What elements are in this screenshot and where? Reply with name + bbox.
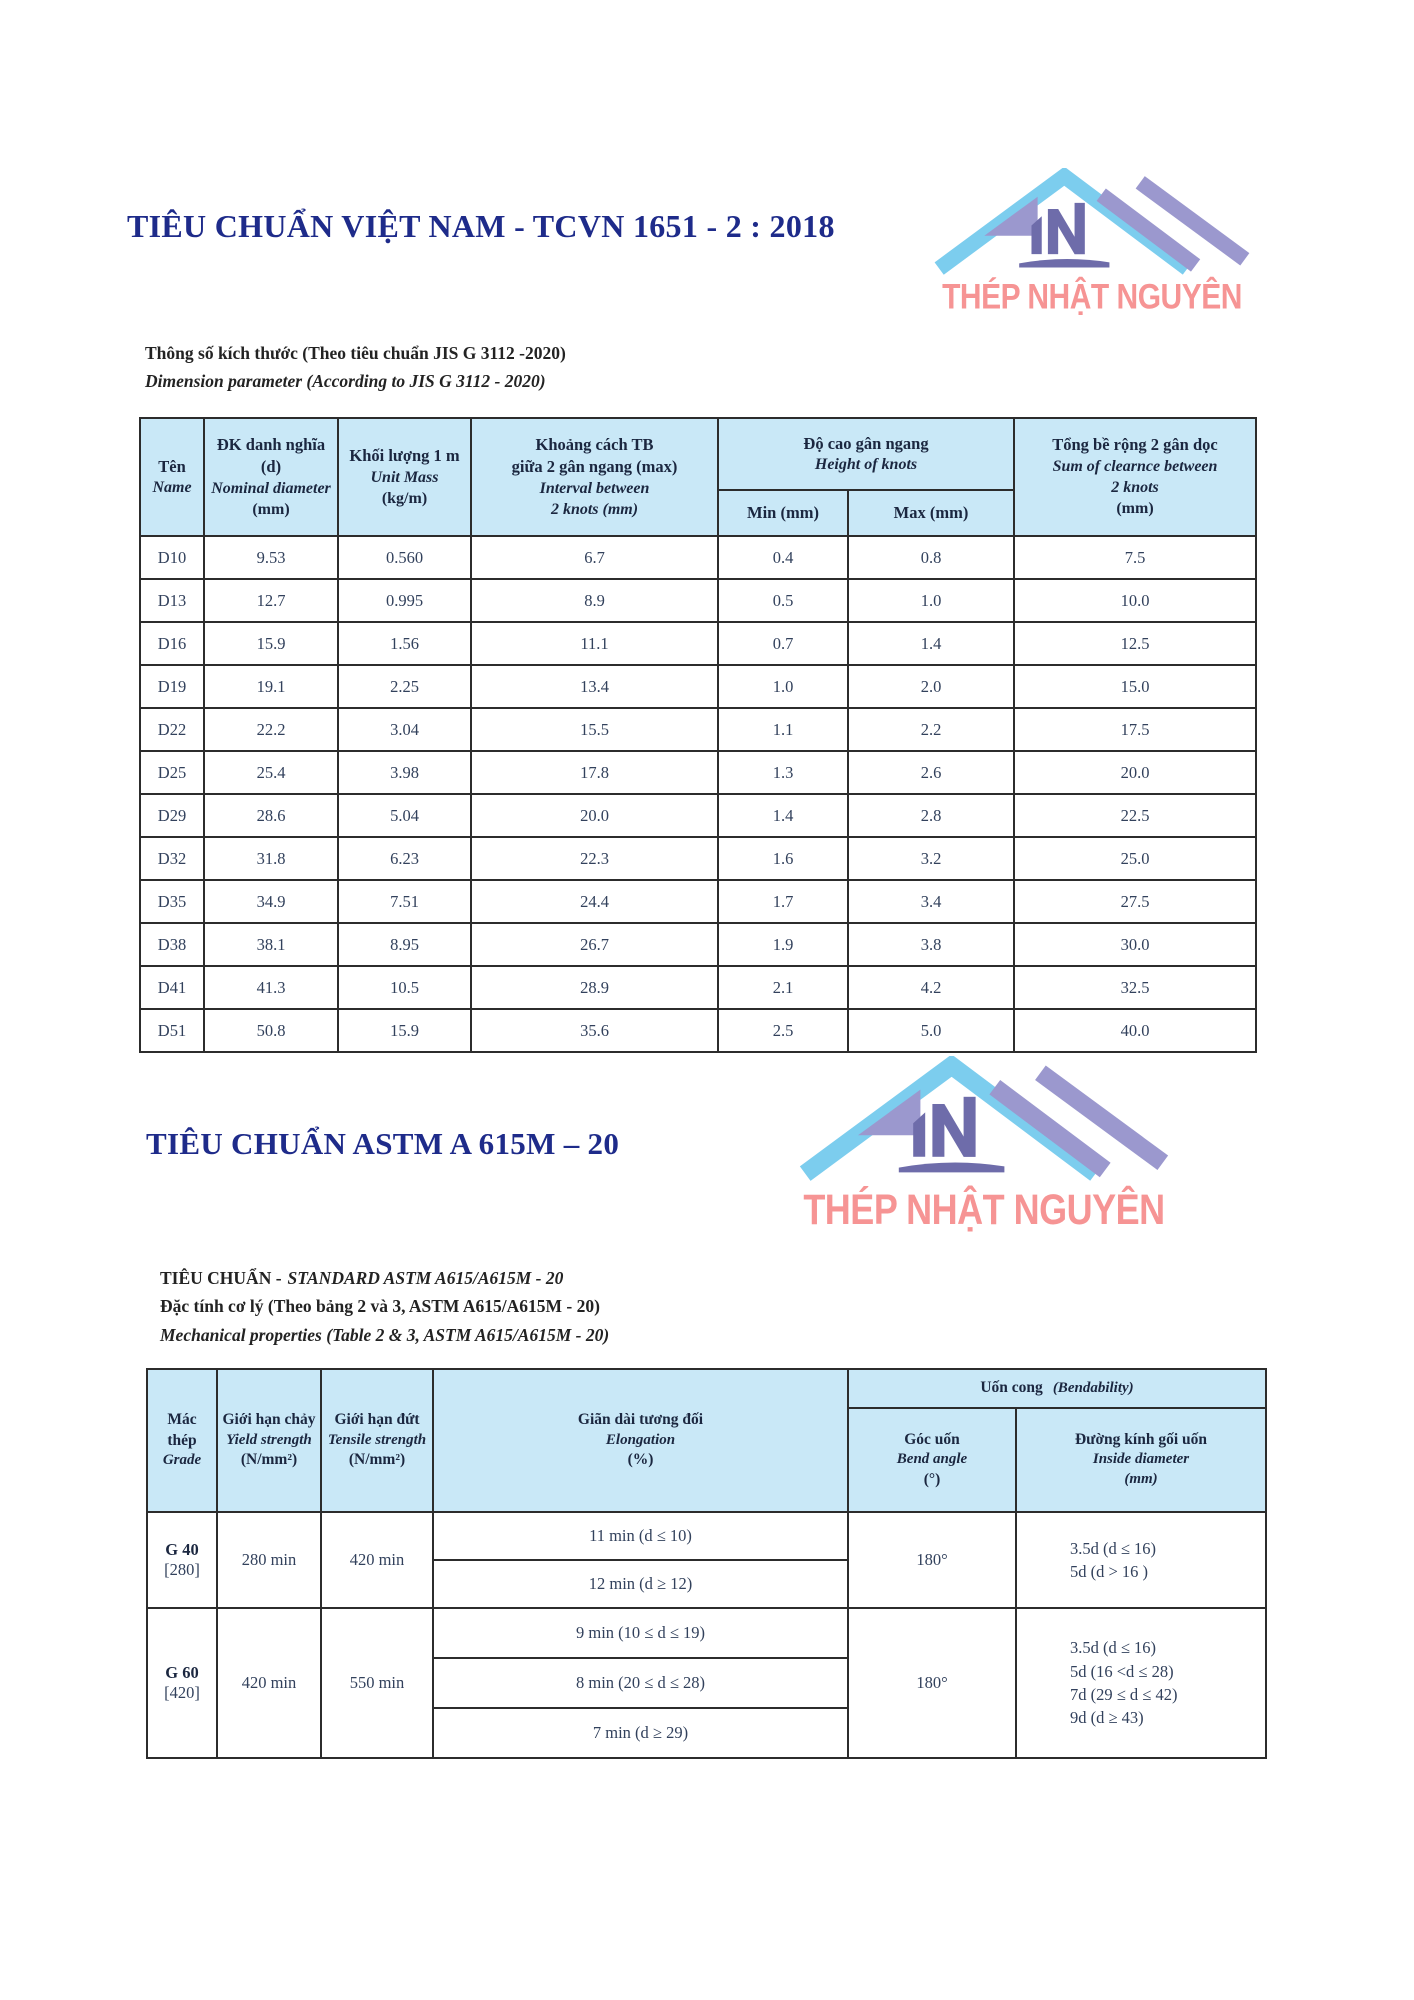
table1-cell: 7.5: [1014, 536, 1256, 579]
bar-name-cell: D41: [140, 966, 204, 1009]
table1-cell: 1.9: [718, 923, 848, 966]
table1-cell: 0.4: [718, 536, 848, 579]
table1-cell: 6.23: [338, 837, 471, 880]
table1-cell: 28.9: [471, 966, 718, 1009]
col-grade-header: Mác thép Grade: [147, 1369, 217, 1512]
g40-tensile-cell: 420 min: [321, 1512, 433, 1608]
table1-cell: 25.4: [204, 751, 338, 794]
bar-name-cell: D22: [140, 708, 204, 751]
bar-name-cell: D19: [140, 665, 204, 708]
table1-cell: 15.9: [204, 622, 338, 665]
table1-cell: 3.2: [848, 837, 1014, 880]
table1-cell: 15.5: [471, 708, 718, 751]
bar-name-cell: D35: [140, 880, 204, 923]
table1-cell: 0.7: [718, 622, 848, 665]
table1-row: [140, 536, 1256, 579]
table1-cell: 17.8: [471, 751, 718, 794]
col-name-header: Tên Name: [140, 418, 204, 536]
table1-cell: 19.1: [204, 665, 338, 708]
table1-cell: 17.5: [1014, 708, 1256, 751]
g40-bend-angle-cell: 180°: [848, 1512, 1016, 1608]
table1-cell: 22.3: [471, 837, 718, 880]
table1-cell: 5.04: [338, 794, 471, 837]
g60-grade-cell: G 60 [420]: [147, 1608, 217, 1758]
table1-cell: 28.6: [204, 794, 338, 837]
table1-cell: 25.0: [1014, 837, 1256, 880]
table1-cell: 1.4: [848, 622, 1014, 665]
col-yield-header: Giới hạn chảy Yield strength (N/mm²): [217, 1369, 321, 1512]
g40-grade-cell: G 40 [280]: [147, 1512, 217, 1608]
table1-row: [140, 794, 1256, 837]
g40-yield-cell: 280 min: [217, 1512, 321, 1608]
table1-cell: 24.4: [471, 880, 718, 923]
table1-row: [140, 665, 1256, 708]
table2-caption-vi: Đặc tính cơ lý (Theo bảng 2 và 3, ASTM A615/A615M - 20): [160, 1296, 600, 1317]
table1-caption: [145, 339, 566, 396]
bar-name-cell: D16: [140, 622, 204, 665]
col-sum-clearance-header: Tổng bề rộng 2 gân dọc Sum of clearnce between 2 knots (mm): [1014, 418, 1256, 536]
table2-caption: [160, 1264, 609, 1349]
table1-row: [140, 923, 1256, 966]
mechanical-properties-table: [146, 1368, 1267, 1759]
table1-cell: 2.2: [848, 708, 1014, 751]
table1-cell: 1.6: [718, 837, 848, 880]
table1-cell: 1.56: [338, 622, 471, 665]
bar-name-cell: D10: [140, 536, 204, 579]
table1-row: [140, 1009, 1256, 1052]
brand-roof-icon: [798, 1056, 1170, 1181]
table1-cell: 34.9: [204, 880, 338, 923]
section2-title: TIÊU CHUẨN ASTM A 615M – 20: [146, 1126, 620, 1161]
brand-logo: [933, 168, 1251, 317]
table1-cell: 13.4: [471, 665, 718, 708]
table1-cell: 0.5: [718, 579, 848, 622]
brand-logo: [798, 1056, 1170, 1234]
table2-caption-en: Mechanical properties (Table 2 & 3, ASTM A615/A615M - 20): [160, 1324, 610, 1345]
bar-name-cell: D29: [140, 794, 204, 837]
table1-row: [140, 622, 1256, 665]
table1-cell: 9.53: [204, 536, 338, 579]
table2-header: [147, 1369, 1266, 1512]
table2-body: [147, 1512, 1266, 1758]
table1-cell: 2.0: [848, 665, 1014, 708]
table1-cell: 1.0: [718, 665, 848, 708]
table1-cell: 1.7: [718, 880, 848, 923]
table1-cell: 3.4: [848, 880, 1014, 923]
table1-cell: 10.0: [1014, 579, 1256, 622]
table1-cell: 15.0: [1014, 665, 1256, 708]
table1-row: [140, 751, 1256, 794]
table1-cell: 2.5: [718, 1009, 848, 1052]
table1-cell: 7.51: [338, 880, 471, 923]
table1-cell: 12.5: [1014, 622, 1256, 665]
col-bend-angle-header: Góc uốn Bend angle (°): [848, 1408, 1016, 1512]
table1-cell: 3.8: [848, 923, 1014, 966]
bar-name-cell: D32: [140, 837, 204, 880]
g40-elongation-cell: 11 min (d ≤ 10): [433, 1512, 848, 1560]
g60-elongation-cell: 9 min (10 ≤ d ≤ 19): [433, 1608, 848, 1658]
col-interval-header: Khoảng cách TB giữa 2 gân ngang (max) Interval between 2 knots (mm): [471, 418, 718, 536]
g60-elongation-cell: 8 min (20 ≤ d ≤ 28): [433, 1658, 848, 1708]
col-inside-diameter-header: Đường kính gối uốn Inside diameter (mm): [1016, 1408, 1266, 1512]
table1-cell: 26.7: [471, 923, 718, 966]
table1-cell: 40.0: [1014, 1009, 1256, 1052]
bar-name-cell: D38: [140, 923, 204, 966]
col-min-header: Min (mm): [718, 490, 848, 536]
table1-cell: 41.3: [204, 966, 338, 1009]
grade-g40-row: [147, 1512, 1266, 1560]
table1-cell: 38.1: [204, 923, 338, 966]
table1-cell: 4.2: [848, 966, 1014, 1009]
table1-cell: 20.0: [1014, 751, 1256, 794]
g40-inside-diameter-cell: 3.5d (d ≤ 16) 5d (d > 16 ): [1016, 1512, 1266, 1608]
g60-elongation-cell: 7 min (d ≥ 29): [433, 1708, 848, 1758]
table1-caption-vi: Thông số kích thước (Theo tiêu chuẩn JIS G 3112 -2020): [145, 343, 566, 363]
col-bendability-header: Uốn cong (Bendability): [848, 1369, 1266, 1408]
col-unit-mass-header: Khối lượng 1 m Unit Mass (kg/m): [338, 418, 471, 536]
bar-name-cell: D25: [140, 751, 204, 794]
table1-cell: 22.5: [1014, 794, 1256, 837]
g60-bend-angle-cell: 180°: [848, 1608, 1016, 1758]
table1-cell: 6.7: [471, 536, 718, 579]
table1-cell: 15.9: [338, 1009, 471, 1052]
section1-title: TIÊU CHUẨN VIỆT NAM - TCVN 1651 - 2 : 2018: [127, 208, 835, 244]
table1-cell: 0.560: [338, 536, 471, 579]
g40-elongation-cell: 12 min (d ≥ 12): [433, 1560, 848, 1608]
table1-caption-en: Dimension parameter (According to JIS G 3112 - 2020): [145, 371, 546, 392]
table1-row: [140, 708, 1256, 751]
brand-name: THÉP NHẬT NGUYÊN: [803, 1184, 1165, 1234]
table1-row: [140, 880, 1256, 923]
table1-cell: 2.6: [848, 751, 1014, 794]
table1-cell: 50.8: [204, 1009, 338, 1052]
standard-line: TIÊU CHUẨN - STANDARD ASTM A615/A615M - 20: [160, 1268, 564, 1288]
g60-yield-cell: 420 min: [217, 1608, 321, 1758]
table1-cell: 8.9: [471, 579, 718, 622]
table1-cell: 22.2: [204, 708, 338, 751]
table1-cell: 10.5: [338, 966, 471, 1009]
col-max-header: Max (mm): [848, 490, 1014, 536]
table1-cell: 1.3: [718, 751, 848, 794]
table1-cell: 5.0: [848, 1009, 1014, 1052]
table1-cell: 8.95: [338, 923, 471, 966]
table1-row: [140, 579, 1256, 622]
bar-name-cell: D51: [140, 1009, 204, 1052]
table1-cell: 35.6: [471, 1009, 718, 1052]
table1-cell: 11.1: [471, 622, 718, 665]
table1-cell: 0.8: [848, 536, 1014, 579]
table1-cell: 31.8: [204, 837, 338, 880]
table1-cell: 12.7: [204, 579, 338, 622]
col-nominal-diameter-header: ĐK danh nghĩa (d) Nominal diameter (mm): [204, 418, 338, 536]
col-elongation-header: Giãn dài tương đối Elongation (%): [433, 1369, 848, 1512]
col-tensile-header: Giới hạn đứt Tensile strength (N/mm²): [321, 1369, 433, 1512]
table1-cell: 20.0: [471, 794, 718, 837]
table1-cell: 2.25: [338, 665, 471, 708]
bar-name-cell: D13: [140, 579, 204, 622]
dimension-parameter-table: [139, 417, 1257, 1053]
table1-cell: 0.995: [338, 579, 471, 622]
g60-tensile-cell: 550 min: [321, 1608, 433, 1758]
table1-cell: 1.4: [718, 794, 848, 837]
table1-cell: 32.5: [1014, 966, 1256, 1009]
table1-row: [140, 837, 1256, 880]
table1-cell: 3.98: [338, 751, 471, 794]
table1-cell: 2.8: [848, 794, 1014, 837]
table1-cell: 1.0: [848, 579, 1014, 622]
table1-cell: 3.04: [338, 708, 471, 751]
grade-g60-row: [147, 1608, 1266, 1658]
table1-body: [140, 536, 1256, 1052]
table1-header: [140, 418, 1256, 536]
table1-cell: 2.1: [718, 966, 848, 1009]
table1-cell: 1.1: [718, 708, 848, 751]
brand-name: THÉP NHẬT NGUYÊN: [942, 277, 1242, 317]
g60-inside-diameter-cell: 3.5d (d ≤ 16) 5d (16 <d ≤ 28) 7d (29 ≤ d ≤ 42) 9d (d ≥ 43): [1016, 1608, 1266, 1758]
table1-cell: 27.5: [1014, 880, 1256, 923]
brand-roof-icon: [933, 168, 1251, 275]
table1-cell: 30.0: [1014, 923, 1256, 966]
col-knot-height-header: Độ cao gân ngang Height of knots: [718, 418, 1014, 490]
table1-row: [140, 966, 1256, 1009]
